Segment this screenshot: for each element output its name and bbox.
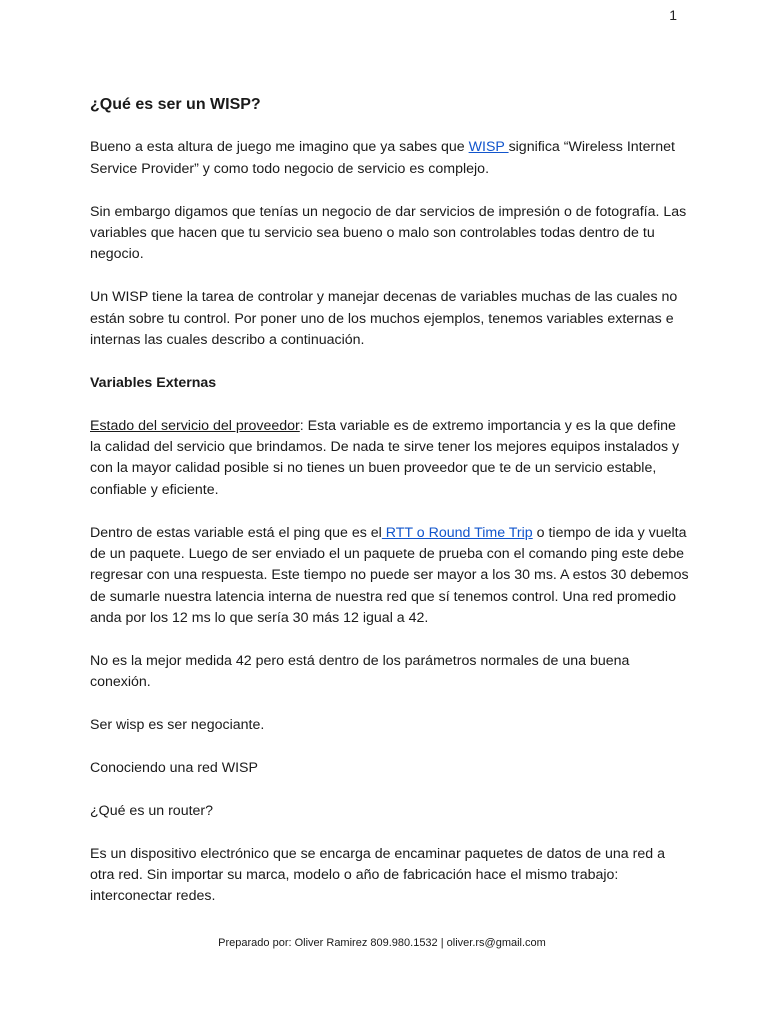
page-number: 1	[669, 7, 677, 23]
paragraph-negotiator: Ser wisp es ser negociante.	[90, 717, 265, 734]
paragraph-text: Bueno a esta altura de juego me imagino que ya sabes que	[90, 139, 469, 156]
paragraph-text: : Esta variable es de extremo importancia y es la que define la calidad del servicio que brindamos. De nada te sirve tener los mejores equipos instalados y con la mayor calidad posible si no tienes un buen proveedor que te de un servicio estable, confiable y eficiente.	[90, 417, 680, 498]
rtt-link[interactable]: RTT o Round Time Trip	[381, 524, 533, 541]
document-body	[90, 94, 690, 929]
underlined-term: Estado del servicio del proveedor	[90, 417, 300, 434]
paragraph-router-question: ¿Qué es un router?	[90, 802, 214, 819]
wisp-link[interactable]: WISP	[468, 139, 509, 156]
paragraph-text: o tiempo de ida y vuelta de un paquete. Luego de ser enviado el un paquete de prueba con el comando ping este debe regresar con una respuesta. Este tiempo no puede ser mayor a los 30 ms. A estos 30 debemos de sumarle nuestra latencia interna de nuestra red que sí tenemos control. Una red promedio anda por los 12 ms lo que sería 30 más 12 igual a 42.	[90, 524, 689, 627]
paragraph-text: Dentro de estas variable está el ping que es el	[90, 524, 382, 541]
paragraph-router-definition: Es un dispositivo electrónico que se encarga de encaminar paquetes de datos de una red a otra red. Sin importar su marca, modelo o año de fabricación hace el mismo trabajo: interconectar redes.	[90, 845, 665, 905]
paragraph-wisp-task: Un WISP tiene la tarea de controlar y manejar decenas de variables muchas de las cuales no están sobre tu control. Por poner uno de los muchos ejemplos, tenemos variables externas e internas las cuales describo a continuación.	[90, 289, 678, 349]
section-heading: Variables Externas	[90, 374, 217, 391]
paragraph-measure: No es la mejor medida 42 pero está dentro de los parámetros normales de una buena conexión.	[90, 653, 630, 691]
page-footer: Preparado por: Oliver Ramirez 809.980.1532 | oliver.rs@gmail.com	[218, 937, 546, 949]
paragraph-provider-state	[90, 416, 690, 502]
paragraph-example: Sin embargo digamos que tenías un negocio de dar servicios de impresión o de fotografía. Las variables que hacen que tu servicio sea bueno o malo son controlables todas dentro de tu negocio.	[90, 203, 687, 263]
paragraph-ping	[90, 523, 690, 630]
paragraph-intro	[90, 137, 690, 180]
paragraph-network-heading: Conociendo una red WISP	[90, 760, 258, 777]
document-title: ¿Qué es ser un WISP?	[90, 96, 261, 113]
paragraph-text: significa “Wireless Internet Service Provider” y como todo negocio de servicio es complejo.	[90, 139, 675, 177]
